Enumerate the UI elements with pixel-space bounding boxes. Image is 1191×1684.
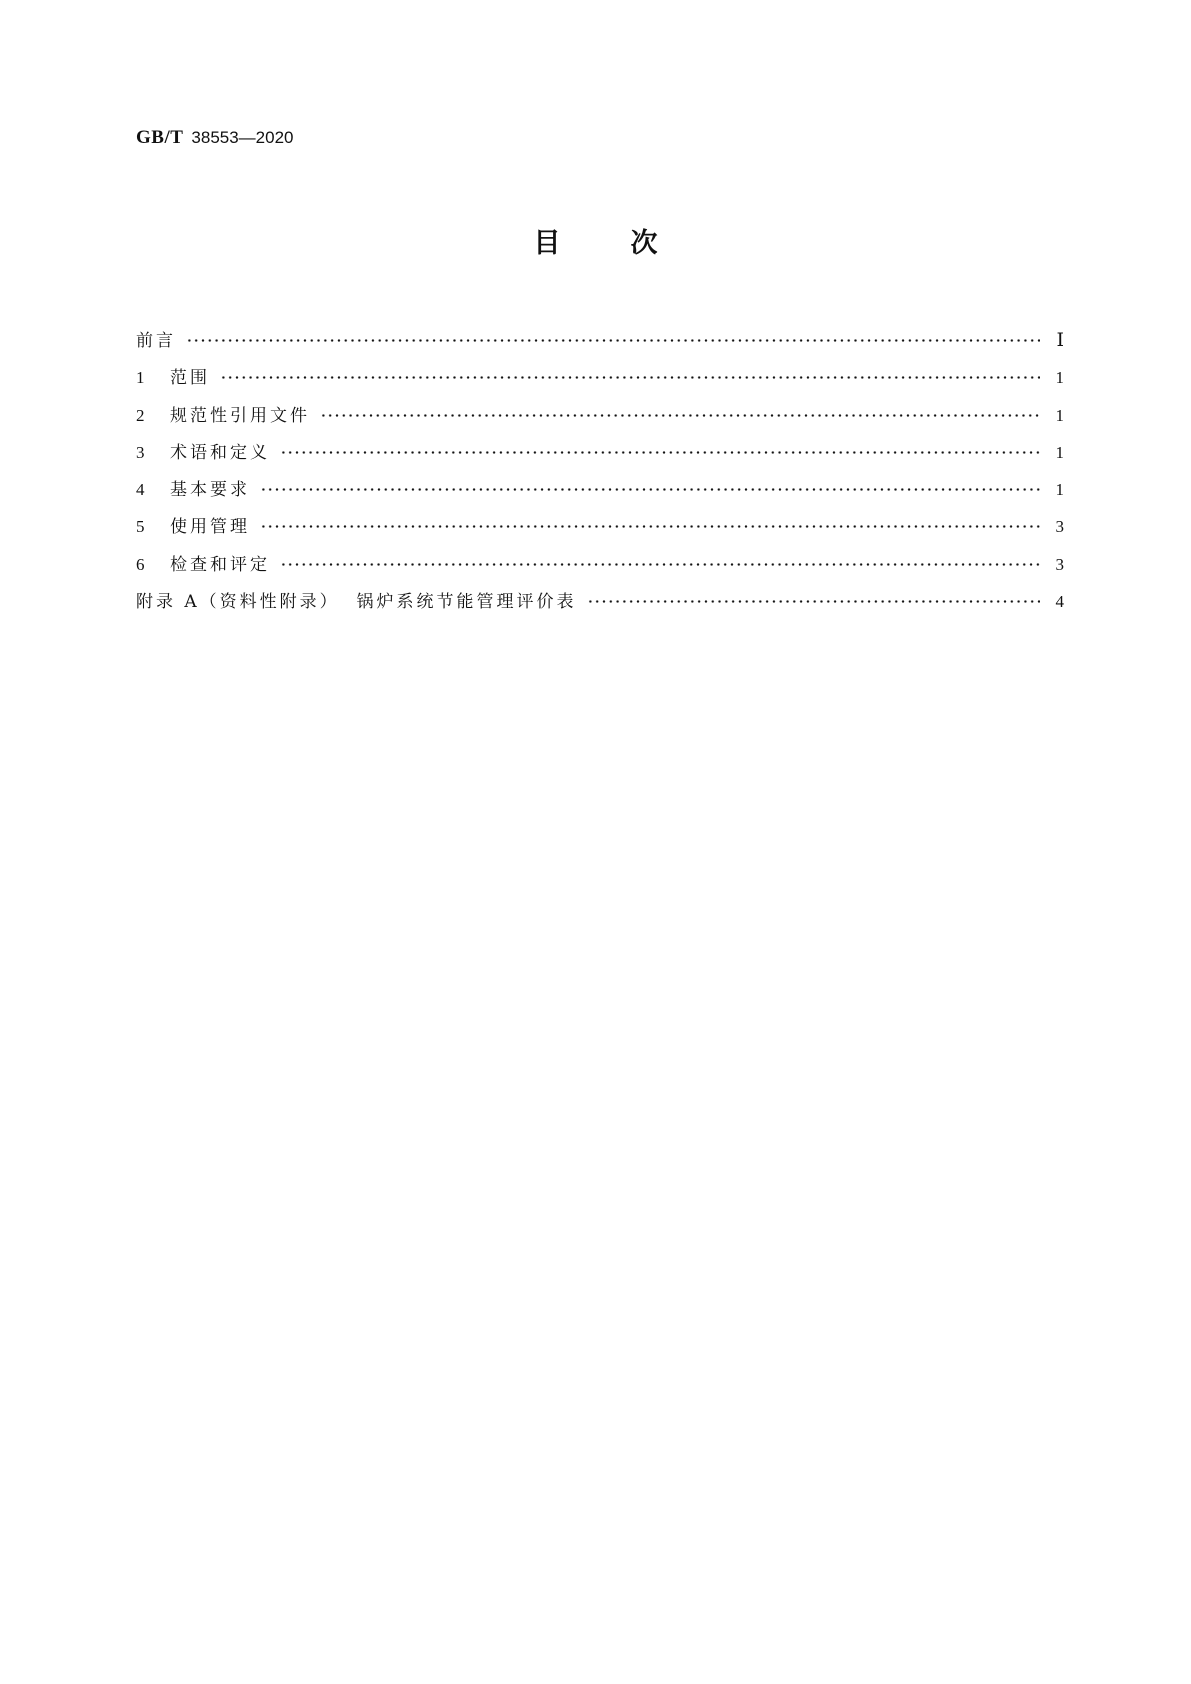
toc-entry-label: 附录 A（资料性附录） 锅炉系统节能管理评价表	[136, 592, 577, 613]
title-char-2: 次	[630, 228, 658, 259]
dot-leader	[587, 587, 1041, 607]
toc-entry-label-wrap	[136, 438, 270, 468]
dot-leader	[280, 438, 1040, 458]
dot-leader	[320, 401, 1040, 421]
toc-entry-appendix-a[interactable]	[136, 587, 1064, 624]
toc-entry-terms-definitions[interactable]	[136, 438, 1064, 475]
toc-entry-page: 1	[1055, 405, 1064, 425]
toc-entry-page: 1	[1055, 368, 1064, 388]
toc-entry-label: 使用管理	[170, 517, 250, 538]
toc-entry-page: 4	[1055, 592, 1064, 612]
page-title	[0, 226, 1191, 262]
toc-entry-page: 1	[1055, 442, 1064, 462]
toc-entry-basic-requirements[interactable]	[136, 475, 1064, 512]
toc-entry-normative-references[interactable]	[136, 401, 1064, 438]
toc-entry-label-wrap	[136, 363, 210, 393]
toc-entry-number: 4	[136, 480, 145, 500]
toc-entry-usage-management[interactable]	[136, 512, 1064, 549]
toc-entry-scope[interactable]	[136, 363, 1064, 400]
toc-entry-label: 术语和定义	[170, 442, 270, 463]
toc-entry-label-wrap	[136, 475, 250, 505]
toc-entry-number: 2	[136, 405, 145, 425]
dot-leader	[260, 512, 1040, 532]
dot-leader	[260, 475, 1040, 495]
standard-code: GB/T	[136, 127, 184, 148]
standard-header	[136, 126, 294, 150]
toc-entry-page: 1	[1055, 480, 1064, 500]
toc-entry-label-wrap	[136, 550, 270, 580]
dot-leader	[186, 326, 1040, 346]
dot-leader	[220, 363, 1040, 383]
toc-entry-page: 3	[1055, 517, 1064, 537]
title-char-1: 目	[533, 228, 561, 259]
toc-entry-label: 检查和评定	[170, 554, 270, 575]
toc-entry-label: 范围	[170, 368, 210, 389]
toc-entry-foreword[interactable]	[136, 326, 1064, 363]
toc-entry-number: 6	[136, 554, 145, 574]
dot-leader	[280, 550, 1040, 570]
toc-entry-number: 1	[136, 368, 145, 388]
toc-entry-page: Ⅰ	[1056, 330, 1064, 351]
toc-entry-label: 前言	[136, 331, 176, 351]
standard-number: 38553—2020	[191, 128, 294, 147]
toc-entry-page: 3	[1055, 554, 1064, 574]
toc-entry-number: 3	[136, 442, 145, 462]
toc-entry-number: 5	[136, 517, 145, 537]
toc-entry-label: 基本要求	[170, 480, 250, 501]
table-of-contents	[136, 326, 1064, 624]
toc-entry-inspection-evaluation[interactable]	[136, 550, 1064, 587]
toc-entry-label-wrap	[136, 401, 310, 431]
toc-entry-label: 规范性引用文件	[170, 405, 310, 426]
toc-entry-label-wrap	[136, 512, 250, 542]
